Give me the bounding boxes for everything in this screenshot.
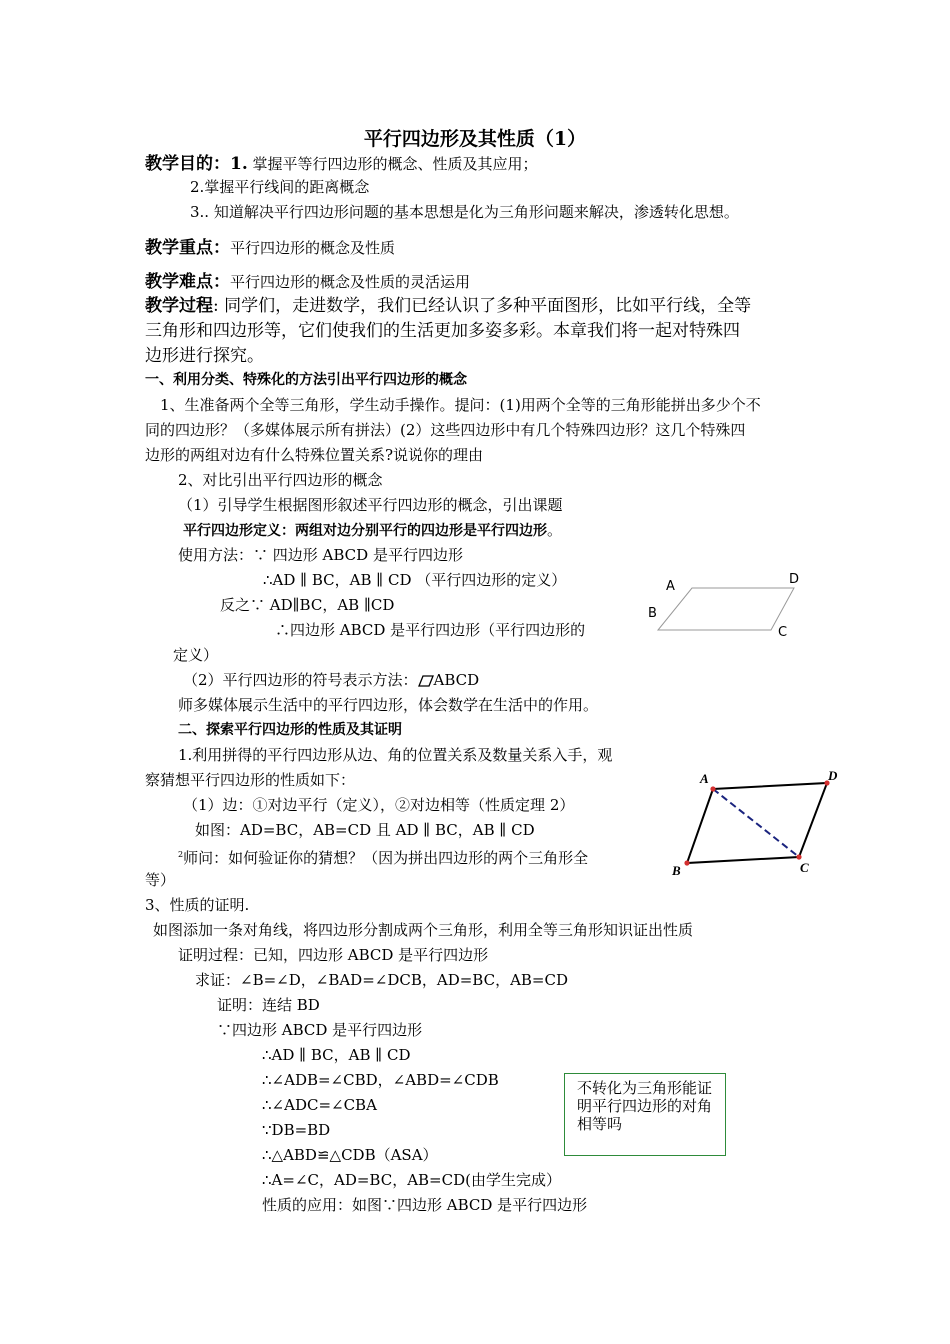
section-1-heading: 一、利用分类、特殊化的方法引出平行四边形的概念 — [145, 372, 467, 388]
question-line-1 — [178, 845, 588, 868]
vertex-c — [796, 854, 801, 859]
symbol-abcd: ABCD — [433, 671, 480, 689]
section-1-p1-line-3: 边形的两组对边有什么特殊位置关系?说说你的理由 — [145, 446, 484, 464]
definition-end: 。 — [547, 521, 563, 539]
fig1-label-b: B — [648, 606, 657, 621]
proof-step-1: ∵四边形 ABCD 是平行四边形 — [217, 1021, 423, 1039]
process-line-3: 边形进行探究。 — [145, 346, 264, 366]
usage-1: 使用方法：∵ 四边形 ABCD 是平行四边形 — [178, 546, 463, 564]
section-2-p1-line-2: 察猜想平行四边形的性质如下： — [145, 771, 356, 789]
fig2-label-a: A — [700, 771, 709, 786]
proof-description: 如图添加一条对角线，将四边形分割成两个三角形，利用全等三角形知识证出性质 — [153, 921, 694, 939]
as-shown: 如图：AD=BC，AB=CD 且 AD ∥ BC，AB ∥ CD — [195, 821, 535, 839]
proof-heading: 3、性质的证明. — [145, 896, 250, 914]
fig2-label-d: D — [828, 768, 838, 783]
parallelogram-symbol-icon — [418, 675, 434, 687]
proof-step-2: ∴AD ∥ BC，AB ∥ CD — [262, 1046, 411, 1064]
vertex-b — [684, 860, 689, 865]
definition-text: 平行四边形定义：两组对边分别平行的四边形是平行四边形 — [183, 523, 547, 539]
key-points-text: 平行四边形的概念及性质 — [230, 239, 396, 257]
key-points-label: 教学重点： — [145, 238, 230, 258]
section-1-p3: （1）引导学生根据图形叙述平行四边形的概念，引出课题 — [178, 496, 563, 514]
question-line-2: 等） — [145, 871, 176, 889]
key-points — [145, 236, 395, 260]
difficulty-label: 教学难点： — [145, 272, 230, 292]
process-line-2: 三角形和四边形等，它们使我们的生活更加多姿多彩。本章我们将一起对特殊四 — [145, 321, 740, 341]
symbol-text: （2）平行四边形的符号表示方法： — [183, 671, 418, 689]
process-text-1: : 同学们，走进数学，我们已经认识了多种平面图形，比如平行线，全等 — [213, 296, 752, 316]
section-1-p2: 2、对比引出平行四边形的概念 — [178, 471, 383, 489]
proof-step-3: ∴∠ADB=∠CBD，∠ABD=∠CDB — [262, 1071, 499, 1089]
usage-4: ∴四边形 ABCD 是平行四边形（平行四边形的 — [275, 621, 586, 639]
vertex-a — [710, 786, 715, 791]
objective-item-3: 3.. 知道解决平行四边形问题的基本思想是化为三角形问题来解决，渗透转化思想。 — [190, 203, 739, 221]
definition — [183, 520, 562, 541]
objectives-label: 教学目的： — [145, 154, 230, 174]
symbol-line — [183, 670, 479, 690]
section-1-p1-line-1: 1、生准备两个全等三角形，学生动手操作。提问：(1)用两个全等的三角形能拼出多少个不 — [160, 396, 761, 414]
objective-item-1: 掌握平等行四边形的概念、性质及其应用； — [247, 155, 538, 173]
page-title: 平行四边形及其性质（1） — [363, 128, 587, 150]
objective-item-2: 2.掌握平行线间的距离概念 — [190, 178, 370, 196]
side-property: （1）边：①对边平行（定义），②对边相等（性质定理 2） — [183, 796, 575, 814]
section-2-heading: 二、探索平行四边形的性质及其证明 — [178, 722, 402, 738]
fig1-label-a: A — [666, 579, 675, 594]
parallelogram-figure-2 — [675, 775, 835, 875]
usage-5: 定义） — [173, 646, 219, 664]
proof-start: 证明：连结 BD — [217, 996, 320, 1014]
usage-3: 反之∵ AD∥BC，AB ∥CD — [220, 596, 395, 614]
question-mark-num: 2 — [178, 850, 184, 859]
usage-2: ∴AD ∥ BC，AB ∥ CD （平行四边形的定义） — [263, 571, 567, 589]
objectives-num-1: 1. — [230, 154, 248, 174]
process-line-1 — [145, 294, 751, 318]
objectives-line-1 — [145, 152, 538, 176]
process-label: 教学过程 — [145, 296, 213, 316]
proof-prove: 求证：∠B=∠D，∠BAD=∠DCB，AD=BC，AB=CD — [195, 971, 569, 989]
section-1-p1-line-2: 同的四边形？（多媒体展示所有拼法）(2）这些四边形中有几个特殊四边形？这几个特殊四 — [145, 421, 746, 439]
diagonal-ac — [713, 789, 799, 857]
proof-step-4: ∴∠ADC=∠CBA — [262, 1096, 377, 1114]
proof-step-7: ∴A=∠C，AD=BC，AB=CD(由学生完成） — [262, 1171, 561, 1189]
fig1-label-c: C — [778, 625, 788, 640]
difficulty-text: 平行四边形的概念及性质的灵活运用 — [230, 273, 471, 291]
note-box: 不转化为三角形能证明平行四边形的对角相等吗 — [564, 1073, 726, 1156]
proof-step-6: ∴△ABD≌△CDB（ASA） — [262, 1146, 438, 1164]
fig2-label-b: B — [672, 863, 681, 878]
fig1-label-d: D — [789, 572, 800, 587]
fig2-label-c: C — [800, 860, 809, 875]
difficulty — [145, 270, 470, 294]
proof-step-5: ∵DB=BD — [262, 1121, 331, 1139]
media-line: 师多媒体展示生活中的平行四边形，体会数学在生活中的作用。 — [178, 696, 599, 714]
question-text: 师问：如何验证你的猜想？（因为拼出四边形的两个三角形全 — [183, 849, 589, 867]
application-line: 性质的应用：如图∵四边形 ABCD 是平行四边形 — [262, 1196, 588, 1214]
proof-given: 证明过程：已知，四边形 ABCD 是平行四边形 — [178, 946, 489, 964]
section-2-p1-line-1: 1.利用拼得的平行四边形从边、角的位置关系及数量关系入手，观 — [178, 746, 613, 764]
